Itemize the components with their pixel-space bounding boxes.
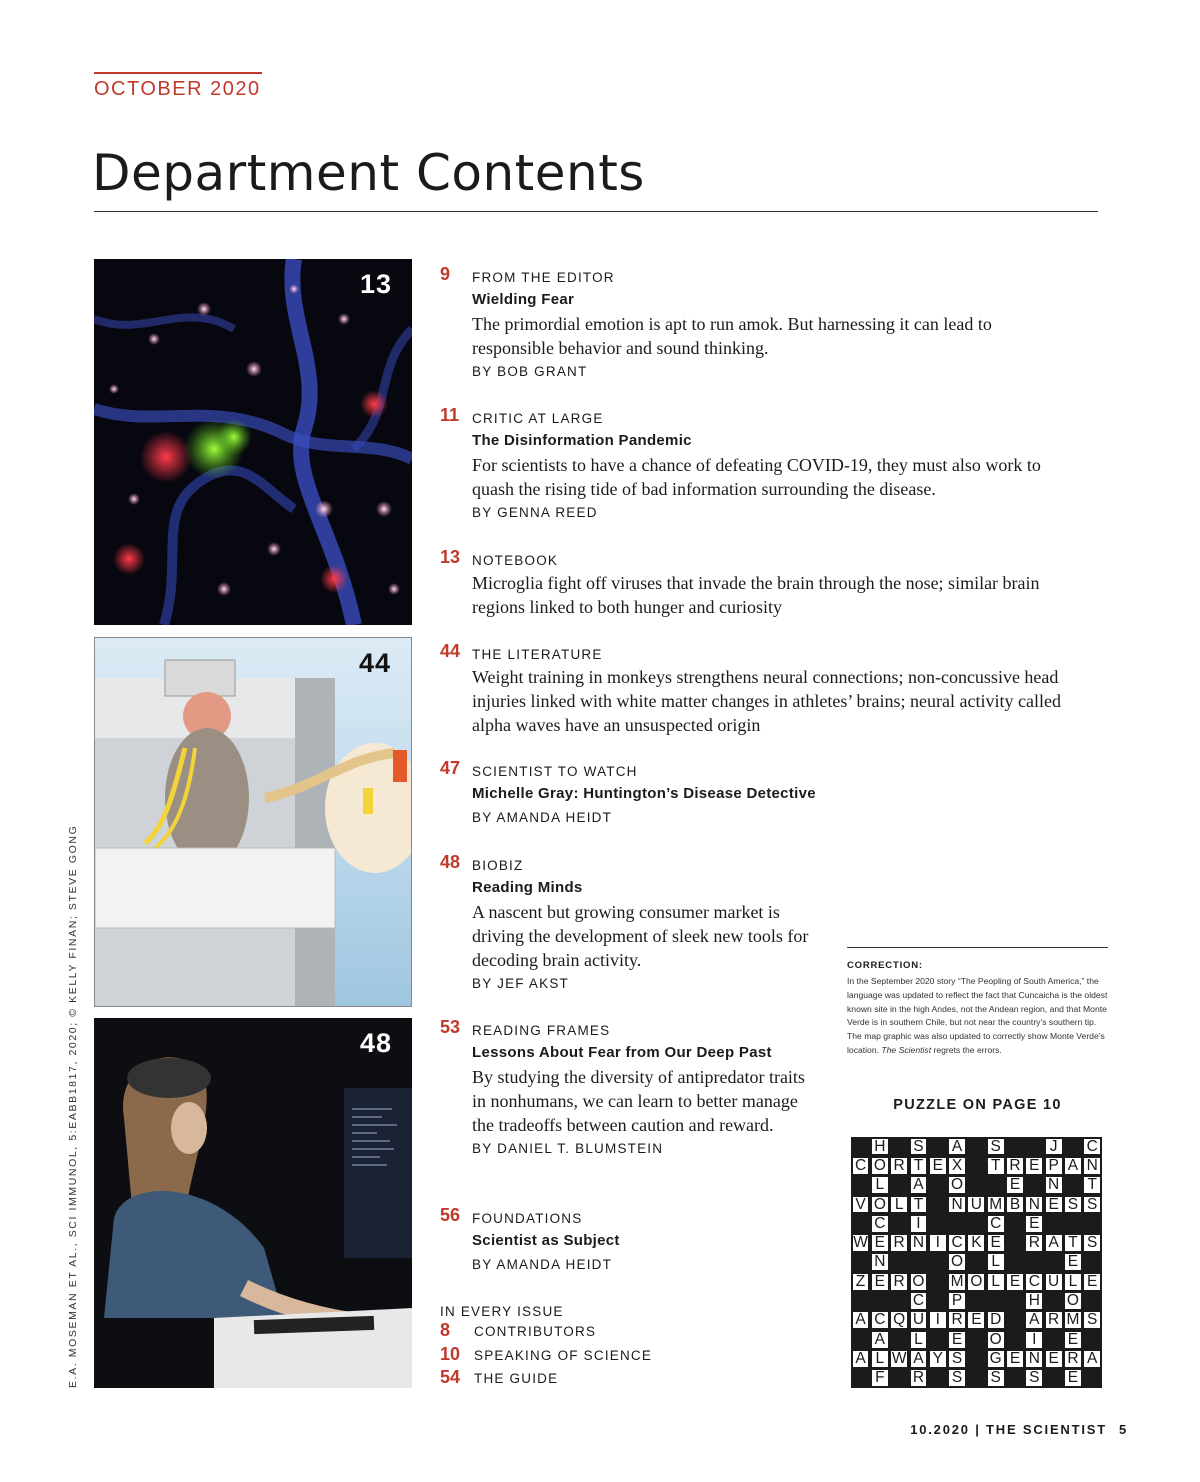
crossword-cell: O — [987, 1331, 1005, 1349]
page-footer — [910, 1422, 1128, 1437]
every-issue-item[interactable] — [440, 1369, 740, 1393]
crossword-cell: I — [929, 1311, 947, 1329]
crossword-cell: E — [1064, 1253, 1082, 1271]
crossword-cell: I — [910, 1215, 928, 1233]
crossword-cell: N — [1045, 1176, 1063, 1194]
crossword-cell: E — [929, 1157, 947, 1175]
crossword-cell: E — [1025, 1157, 1043, 1175]
crossword-cell: R — [1006, 1157, 1024, 1175]
notebook-photo — [94, 259, 412, 625]
entry-department: FOUNDATIONS — [472, 1211, 583, 1226]
crossword-cell: X — [948, 1157, 966, 1175]
crossword-cell: C — [871, 1215, 889, 1233]
crossword-cell: O — [871, 1196, 889, 1214]
in-every-issue — [440, 1302, 740, 1393]
correction-heading: CORRECTION: — [847, 960, 923, 971]
crossword-cell: G — [987, 1350, 1005, 1368]
crossword-cell: E — [1045, 1350, 1063, 1368]
issue-month: OCTOBER 2020 — [94, 72, 262, 101]
crossword-cell: A — [1025, 1311, 1043, 1329]
entry-description: A nascent but growing consumer market is driving the development of sleek new tools for decoding brain activity. — [472, 902, 809, 970]
crossword-cell: E — [948, 1331, 966, 1349]
crossword-cell: C — [871, 1311, 889, 1329]
entry-page-number: 53 — [440, 1017, 461, 1037]
crossword-cell: Z — [852, 1273, 870, 1291]
crossword-cell: U — [910, 1311, 928, 1329]
every-issue-label: THE GUIDE — [474, 1371, 559, 1386]
crossword-cell: P — [1045, 1157, 1063, 1175]
crossword-cell: E — [1083, 1273, 1101, 1291]
toc-entry[interactable] — [440, 405, 1100, 525]
crossword-cell: S — [1083, 1311, 1101, 1329]
crossword-cell: E — [967, 1311, 985, 1329]
crossword-cell: O — [871, 1157, 889, 1175]
entry-byline: BY GENNA REED — [472, 505, 598, 520]
crossword-cell: T — [987, 1157, 1005, 1175]
monkey-illustration — [95, 638, 411, 1006]
crossword-cell: R — [1045, 1311, 1063, 1329]
crossword-cell: O — [967, 1273, 985, 1291]
crossword-cell: L — [1064, 1273, 1082, 1291]
crossword-cell: O — [910, 1273, 928, 1291]
crossword-cell: A — [910, 1176, 928, 1194]
correction-publication: The Scientist — [881, 1044, 932, 1055]
crossword-cell: C — [987, 1215, 1005, 1233]
entry-department: BIOBIZ — [472, 858, 524, 873]
crossword-cell: T — [1083, 1176, 1101, 1194]
correction-box — [847, 947, 1108, 1058]
entry-page-number: 11 — [440, 405, 460, 425]
every-issue-label: SPEAKING OF SCIENCE — [474, 1347, 653, 1363]
crossword-cell: E — [1045, 1196, 1063, 1214]
crossword-cell: E — [1064, 1331, 1082, 1349]
crossword-cell: S — [987, 1369, 1005, 1387]
entry-page-number: 9 — [440, 264, 451, 284]
crossword-cell: N — [948, 1196, 966, 1214]
entry-description: Weight training in monkeys strengthens neural connections; non-concussive head injuries linked with white matter changes in athletes’ brains; neural activity called alpha waves have an unsuspected origin — [472, 667, 1061, 735]
crossword-cell: C — [948, 1234, 966, 1252]
literature-illustration — [94, 637, 412, 1007]
crossword-cell: N — [871, 1253, 889, 1271]
entry-description: By studying the diversity of antipredator traits in nonhumans, we can learn to better manage the tradeoffs between caution and reward. — [472, 1067, 805, 1135]
entry-page-number: 48 — [440, 852, 461, 872]
entry-department: READING FRAMES — [472, 1023, 611, 1038]
photo-page-number: 44 — [358, 648, 391, 678]
crossword-cell: T — [910, 1196, 928, 1214]
entry-department: CRITIC AT LARGE — [472, 411, 604, 426]
entry-page-number: 13 — [440, 547, 461, 567]
page-title: Department Contents — [92, 144, 645, 202]
entry-description: Microglia fight off viruses that invade the brain through the nose; similar brain regions linked to both hunger and curiosity — [472, 573, 1040, 617]
crossword-cell: D — [987, 1311, 1005, 1329]
entry-byline: BY BOB GRANT — [472, 364, 588, 379]
crossword-cell: T — [910, 1157, 928, 1175]
crossword-cell: C — [852, 1157, 870, 1175]
crossword-cell: L — [910, 1331, 928, 1349]
entry-headline[interactable]: Michelle Gray: Huntington’s Disease Detective — [472, 785, 816, 802]
crossword-cell: O — [948, 1176, 966, 1194]
crossword-cell: R — [1064, 1350, 1082, 1368]
entry-description: For scientists to have a chance of defeating COVID-19, they must also work to quash the rising tide of bad information surrounding the disease. — [472, 455, 1041, 499]
footer-issue: 10.2020 | THE SCIENTIST — [910, 1422, 1107, 1437]
entry-byline: BY AMANDA HEIDT — [472, 810, 613, 825]
crossword-cell: E — [871, 1234, 889, 1252]
crossword-cell: Q — [890, 1311, 908, 1329]
crossword-cell: A — [852, 1350, 870, 1368]
crossword-cell: S — [1025, 1369, 1043, 1387]
photo-credit: E.A. MOSEMAN ET AL., SCI IMMUNOL, 5:EABB1817, 2020; © KELLY FINAN; STEVE GONG — [67, 824, 79, 1388]
crossword-cell: C — [910, 1292, 928, 1310]
crossword-cell: R — [910, 1369, 928, 1387]
title-divider — [94, 211, 1098, 212]
entry-department: NOTEBOOK — [472, 553, 559, 568]
crossword-cell: E — [1025, 1215, 1043, 1233]
crossword-cell: A — [948, 1138, 966, 1156]
entry-headline[interactable]: The Disinformation Pandemic — [472, 432, 692, 449]
crossword-cell: S — [1083, 1196, 1101, 1214]
every-issue-page-number: 8 — [440, 1320, 451, 1340]
crossword-cell: S — [1064, 1196, 1082, 1214]
photo-page-number: 13 — [359, 269, 392, 299]
crossword-cell: L — [987, 1253, 1005, 1271]
crossword-cell: N — [1025, 1350, 1043, 1368]
crossword-cell: M — [1064, 1311, 1082, 1329]
crossword-cell: O — [1064, 1292, 1082, 1310]
photo-page-number: 48 — [359, 1028, 392, 1058]
crossword-cell: A — [1045, 1234, 1063, 1252]
crossword-cell: N — [1025, 1196, 1043, 1214]
crossword-cell: A — [852, 1311, 870, 1329]
crossword-cell: H — [871, 1138, 889, 1156]
crossword-cell: A — [871, 1331, 889, 1349]
crossword-cell: I — [929, 1234, 947, 1252]
entry-byline: BY JEF AKST — [472, 976, 569, 991]
crossword-cell: R — [890, 1273, 908, 1291]
entry-page-number: 47 — [440, 758, 461, 778]
crossword-cell: C — [1025, 1273, 1043, 1291]
crossword-cell: L — [871, 1350, 889, 1368]
crossword-cell: W — [853, 1234, 868, 1252]
crossword-cell: S — [1083, 1234, 1101, 1252]
crossword-cell: E — [871, 1273, 889, 1291]
every-issue-item[interactable] — [440, 1343, 740, 1370]
footer-page-number: 5 — [1118, 1422, 1128, 1437]
correction-text: In the September 2020 story “The Peopling of South America,” the language was updated to reflect the fact that Cuncaicha is the oldest known site in the high Andes, not the Andean region, and that Monte Verde is in southern Chile, but not near the country’s southern tip. The map graphic was also updated to correctly show Monte Verde’s location. — [847, 976, 1108, 1055]
entry-page-number: 44 — [440, 641, 461, 661]
entry-headline[interactable]: Reading Minds — [472, 879, 583, 896]
every-issue-label: CONTRIBUTORS — [474, 1324, 597, 1339]
crossword-cell: B — [1006, 1196, 1024, 1214]
crossword-cell: O — [948, 1253, 966, 1271]
crossword-cell: S — [948, 1350, 966, 1368]
crossword-cell: A — [1064, 1157, 1082, 1175]
crossword-cell: K — [967, 1234, 985, 1252]
crossword-cell: V — [852, 1196, 870, 1214]
crossword-cell: E — [1006, 1273, 1024, 1291]
crossword-cell: E — [1064, 1369, 1082, 1387]
entry-headline[interactable]: Wielding Fear — [472, 291, 575, 308]
crossword-cell: N — [1083, 1157, 1101, 1175]
crossword-cell: S — [987, 1138, 1005, 1156]
entry-department: FROM THE EDITOR — [472, 270, 615, 285]
crossword-cell: R — [1025, 1234, 1043, 1252]
crossword-cell: R — [890, 1157, 908, 1175]
crossword-cell: C — [1083, 1138, 1101, 1156]
entry-headline[interactable]: Lessons About Fear from Our Deep Past — [472, 1044, 772, 1061]
crossword-cell: S — [948, 1369, 966, 1387]
microglia-image — [94, 259, 412, 625]
every-issue-page-number: 10 — [440, 1343, 461, 1364]
entry-department: SCIENTIST TO WATCH — [472, 764, 638, 779]
crossword-cell: W — [891, 1349, 907, 1367]
crossword-cell: U — [1045, 1273, 1063, 1291]
crossword-cell: L — [871, 1176, 889, 1194]
crossword-cell: A — [910, 1350, 928, 1368]
crossword-cell: E — [987, 1234, 1005, 1252]
person-at-computer-image — [94, 1018, 412, 1388]
crossword-cell: R — [948, 1311, 966, 1329]
entry-page-number: 56 — [440, 1205, 461, 1225]
crossword-cell: T — [1064, 1234, 1082, 1252]
puzzle-label: PUZZLE ON PAGE 10 — [893, 1097, 1062, 1113]
crossword-cell: I — [1025, 1331, 1043, 1349]
crossword-cell: F — [871, 1369, 889, 1387]
crossword-cell: H — [1025, 1292, 1043, 1310]
crossword-cell: A — [1083, 1350, 1101, 1368]
crossword-cell: R — [890, 1234, 908, 1252]
crossword-cell: M — [987, 1196, 1005, 1214]
biobiz-photo — [94, 1018, 412, 1388]
entry-department: THE LITERATURE — [472, 647, 603, 662]
in-every-issue-heading: IN EVERY ISSUE — [440, 1304, 564, 1319]
entry-byline: BY AMANDA HEIDT — [472, 1257, 613, 1272]
crossword-cell: E — [1006, 1350, 1024, 1368]
crossword-cell: U — [967, 1196, 985, 1214]
entry-byline: BY DANIEL T. BLUMSTEIN — [472, 1141, 664, 1156]
crossword-cell: S — [910, 1138, 928, 1156]
toc-entry[interactable] — [440, 264, 1100, 384]
crossword-cell: E — [1006, 1176, 1024, 1194]
crossword-cell: L — [987, 1273, 1005, 1291]
crossword-cell: Y — [929, 1350, 947, 1368]
crossword-solution-grid — [851, 1137, 1102, 1388]
every-issue-page-number: 54 — [440, 1367, 461, 1387]
crossword-cell: N — [910, 1234, 928, 1252]
entry-description: The primordial emotion is apt to run amok. But harnessing it can lead to responsible behavior and sound thinking. — [472, 314, 992, 358]
toc-entry[interactable] — [440, 641, 1100, 737]
toc-entry[interactable] — [440, 758, 1100, 830]
crossword-cell: P — [948, 1292, 966, 1310]
entry-headline[interactable]: Scientist as Subject — [472, 1232, 620, 1249]
crossword-cell: L — [890, 1196, 908, 1214]
crossword-cell: M — [948, 1273, 966, 1291]
toc-entry[interactable] — [440, 547, 1100, 619]
crossword-cell: J — [1045, 1138, 1063, 1156]
correction-regret: regrets the errors. — [933, 1044, 1002, 1055]
every-issue-item[interactable] — [440, 1322, 740, 1346]
correction-body — [847, 975, 1108, 1058]
